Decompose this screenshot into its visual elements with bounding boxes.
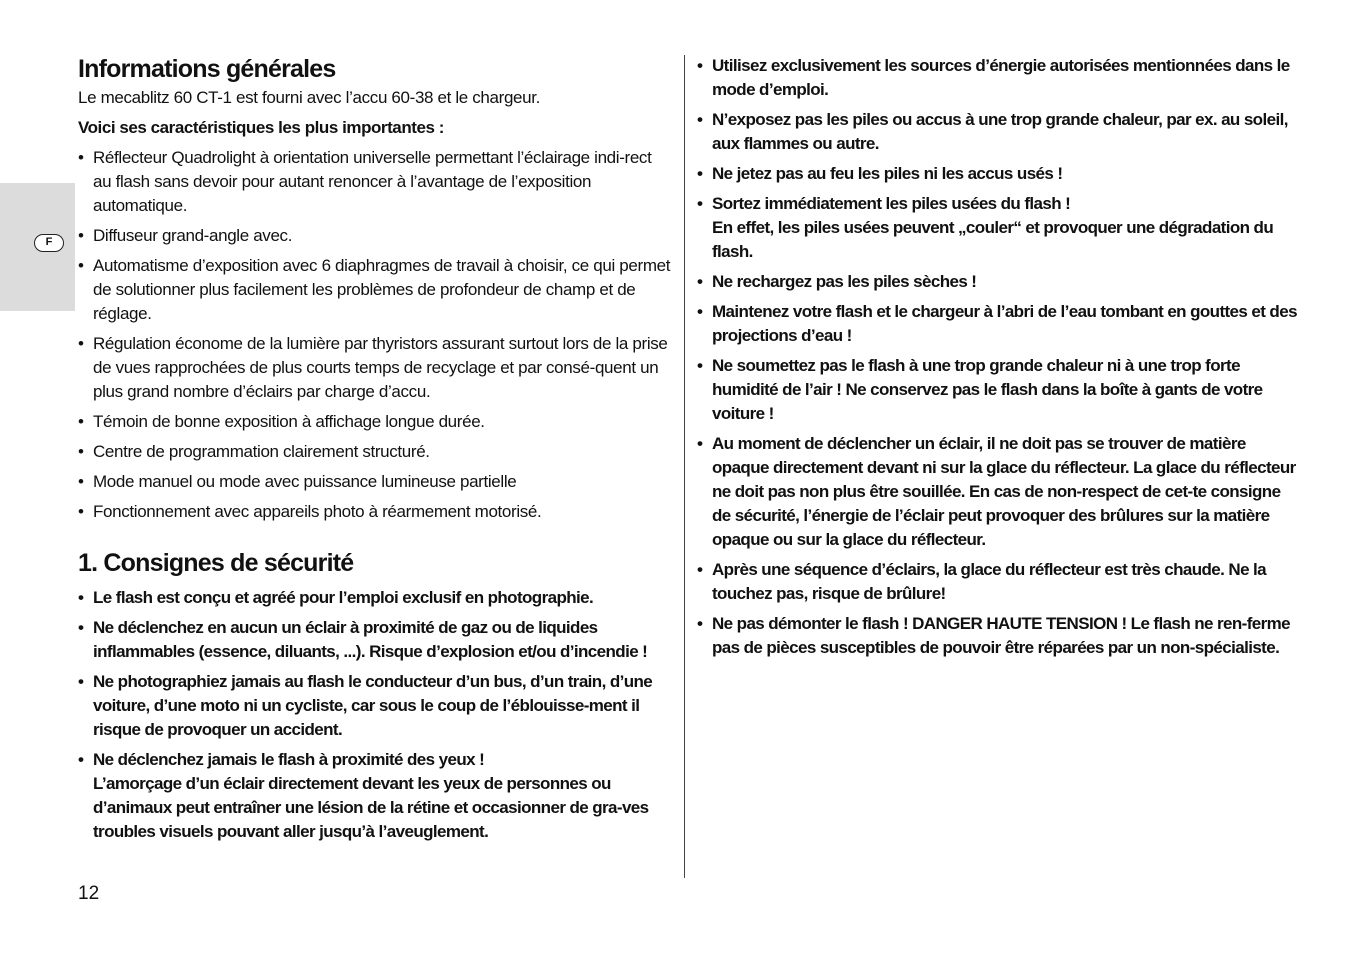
feature-item: • Automatisme d’exposition avec 6 diaphragmes de travail à choisir, ce qui permet de solutionner plus facilement les problèmes de profondeur de champ et de réglage. xyxy=(78,254,674,326)
safety-item: • Maintenez votre flash et le chargeur à l’abri de l’eau tombant en gouttes et des projections d’eau ! xyxy=(697,300,1298,348)
page-number: 12 xyxy=(78,883,100,904)
language-badge: F xyxy=(34,234,64,252)
column-divider xyxy=(684,55,685,878)
safety-item: • Ne photographiez jamais au flash le conducteur d’un bus, d’un train, d’une voiture, d’une moto ni un cycliste, car sous le coup de l’éblouisse-ment il risque de provoquer un accident. xyxy=(78,670,674,742)
safety-item: • Après une séquence d’éclairs, la glace du réflecteur est très chaude. Ne la touchez pas, risque de brûlure! xyxy=(697,558,1298,606)
safety-item: • Ne déclenchez jamais le flash à proximité des yeux ! L’amorçage d’un éclair directement devant les yeux de personnes ou d’animaux peut entraîner une lésion de la rétine et occasionner de gra-ves troubles visuels pouvant aller jusqu’à l’aveuglement. xyxy=(78,748,674,844)
general-info-heading: Informations générales xyxy=(78,55,336,83)
left-column xyxy=(78,52,674,850)
safety-heading: 1. Consignes de sécurité xyxy=(78,549,354,577)
safety-item: • Ne soumettez pas le flash à une trop grande chaleur ni à une trop forte humidité de l’air ! Ne conservez pas le flash dans la boîte à gants de votre voiture ! xyxy=(697,354,1298,426)
safety-item: • Le flash est conçu et agréé pour l’emploi exclusif en photographie. xyxy=(78,586,674,610)
right-column xyxy=(697,54,1298,666)
feature-item: • Centre de programmation clairement structuré. xyxy=(78,440,674,464)
safety-item: • N’exposez pas les piles ou accus à une trop grande chaleur, par ex. au soleil, aux flammes ou autre. xyxy=(697,108,1298,156)
features-lead: Voici ses caractéristiques les plus importantes : xyxy=(78,118,444,137)
feature-item: • Réflecteur Quadrolight à orientation universelle permettant l’éclairage indi-rect au flash sans devoir pour autant renoncer à l’avantage de l’exposition automatique. xyxy=(78,146,674,218)
safety-list-right xyxy=(697,54,1298,660)
safety-list-left xyxy=(78,586,674,844)
safety-item: • Ne jetez pas au feu les piles ni les accus usés ! xyxy=(697,162,1298,186)
intro-text: Le mecablitz 60 CT-1 est fourni avec l’accu 60-38 et le chargeur. xyxy=(78,88,541,107)
feature-item: • Fonctionnement avec appareils photo à réarmement motorisé. xyxy=(78,500,674,524)
safety-item: • Ne rechargez pas les piles sèches ! xyxy=(697,270,1298,294)
safety-item: • Ne déclenchez en aucun un éclair à proximité de gaz ou de liquides inflammables (essence, diluants, ...). Risque d’explosion et/ou d’incendie ! xyxy=(78,616,674,664)
features-list xyxy=(78,146,674,524)
safety-item: • Au moment de déclencher un éclair, il ne doit pas se trouver de matière opaque directement devant ni sur la glace du réflecteur. La glace du réflecteur ne doit pas non plus être souillée. En cas de non-respect de cet-te consigne de sécurité, l’énergie de l’éclair peut provoquer des brûlures sur la matière opaque ou sur la glace du réflecteur. xyxy=(697,432,1298,552)
feature-item: • Régulation économe de la lumière par thyristors assurant surtout lors de la prise de vues rapprochées de plus courts temps de recyclage et par consé-quent un plus grand nombre d’éclairs par charge d’accu. xyxy=(78,332,674,404)
feature-item: • Témoin de bonne exposition à affichage longue durée. xyxy=(78,410,674,434)
feature-item: • Mode manuel ou mode avec puissance lumineuse partielle xyxy=(78,470,674,494)
safety-item: • Ne pas démonter le flash ! DANGER HAUTE TENSION ! Le flash ne ren-ferme pas de pièces susceptibles de pouvoir être réparées par un non-spécialiste. xyxy=(697,612,1298,660)
safety-item: • Sortez immédiatement les piles usées du flash ! En effet, les piles usées peuvent „couler“ et provoquer une dégradation du flash. xyxy=(697,192,1298,264)
feature-item: • Diffuseur grand-angle avec. xyxy=(78,224,674,248)
safety-item: • Utilisez exclusivement les sources d’énergie autorisées mentionnées dans le mode d’emploi. xyxy=(697,54,1298,102)
